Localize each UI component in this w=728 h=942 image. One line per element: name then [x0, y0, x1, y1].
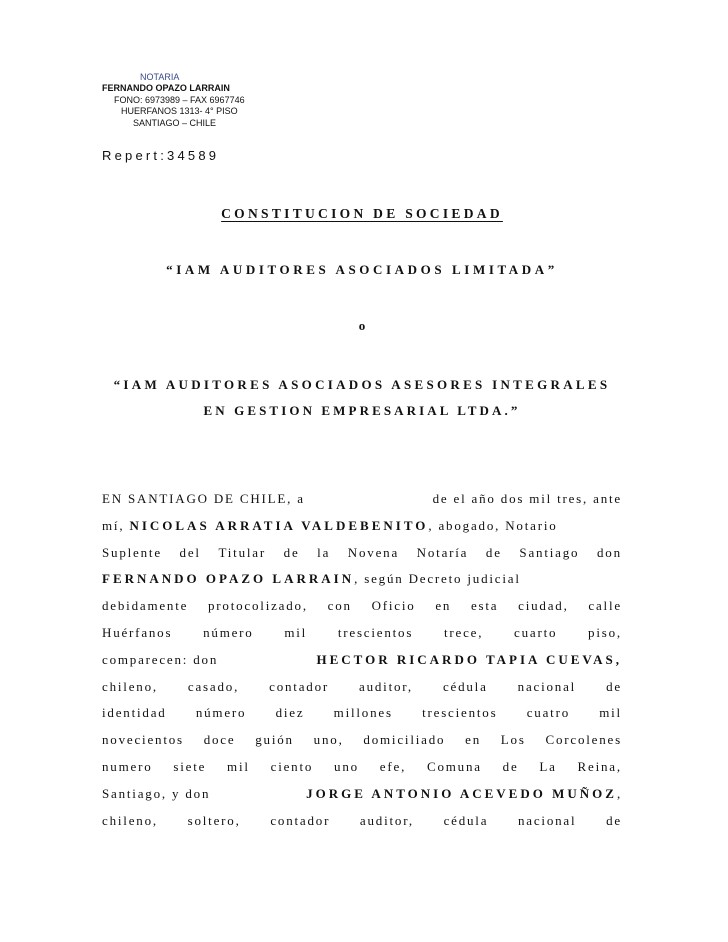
body-word: esta [470, 598, 499, 614]
body-text-segment: mí, [102, 517, 125, 533]
body-line [102, 781, 622, 808]
body-word: trescientos [337, 624, 414, 640]
body-word: mil [599, 705, 622, 721]
body-word: Huérfanos [102, 624, 173, 640]
body-word: la [317, 544, 331, 560]
body-word: Santiago [519, 544, 580, 560]
body-word: número [195, 705, 247, 721]
letterhead-address: HUERFANOS 1313- 4° PISO [121, 106, 238, 117]
company-name-primary: “IAM AUDITORES ASOCIADOS LIMITADA” [166, 262, 558, 277]
body-word: auditor, [359, 678, 413, 694]
body-word: nacional [517, 678, 577, 694]
name-conjunction: o [358, 318, 366, 333]
body-word: piso, [588, 624, 622, 640]
body-line [102, 513, 622, 540]
body-word: cuarto [514, 624, 558, 640]
party-one-name: HECTOR RICARDO TAPIA CUEVAS, [316, 651, 622, 667]
body-line [102, 727, 622, 754]
body-text-segment: de el año dos mil tres, ante [432, 491, 622, 506]
body-word: cédula [442, 678, 488, 694]
notary-titular-name: FERNANDO OPAZO LARRAIN [102, 571, 355, 587]
body-word: Corcolenes [545, 732, 622, 748]
body-text-segment: Santiago, y don [102, 785, 211, 801]
body-line [102, 754, 622, 781]
body-word: mil [284, 624, 308, 640]
body-word: uno, [313, 732, 344, 748]
body-word: Comuna [426, 758, 482, 774]
body-word: en [465, 732, 481, 748]
body-line [102, 647, 622, 674]
body-text-segment: comparecen: don [102, 651, 219, 667]
document-title [102, 206, 622, 222]
letterhead-notary-name: FERNANDO OPAZO LARRAIN [102, 83, 230, 94]
body-word: Reina, [577, 758, 622, 774]
body-text-segment [102, 513, 558, 540]
body-word: trescientos [422, 705, 498, 721]
body-word: casado, [187, 678, 240, 694]
body-line [102, 620, 622, 647]
body-word: cédula [443, 812, 489, 828]
body-line [102, 700, 622, 727]
company-name-alternate-line1: “IAM AUDITORES ASOCIADOS ASESORES INTEGRALES [113, 377, 611, 392]
letterhead-notaria: NOTARIA [140, 72, 180, 82]
body-word: contador [270, 812, 331, 828]
body-word: de [502, 758, 519, 774]
party-two-name: JORGE ANTONIO ACEVEDO MUÑOZ [306, 785, 617, 801]
body-word: de [606, 812, 622, 828]
body-word: soltero, [187, 812, 241, 828]
notary-substitute-name: NICOLAS ARRATIA VALDEBENITO [129, 517, 429, 533]
body-word: en [435, 598, 452, 614]
body-word: novecientos [102, 732, 184, 748]
body-word: Suplente [102, 544, 162, 560]
body-word: uno [334, 758, 359, 774]
body-word: cuatro [526, 705, 570, 721]
body-line [102, 593, 622, 620]
body-line [102, 486, 622, 513]
body-word: nacional [517, 812, 577, 828]
body-word: don [596, 544, 622, 560]
body-word: Los [500, 732, 526, 748]
body-line [102, 808, 622, 835]
body-text-segment: EN SANTIAGO DE CHILE, a [102, 491, 305, 506]
body-word: Novena [347, 544, 400, 560]
body-word: domiciliado [363, 732, 446, 748]
body-word: ciudad, [518, 598, 569, 614]
body-text-segment: , abogado, Notario [428, 517, 558, 533]
document-body [102, 486, 622, 834]
body-word: calle [588, 598, 622, 614]
body-line [102, 540, 622, 567]
body-word: mil [227, 758, 250, 774]
body-word: efe, [379, 758, 407, 774]
repertorio-number: Repert:34589 [102, 148, 220, 163]
body-word: debidamente [102, 598, 189, 614]
body-word: trece, [443, 624, 484, 640]
body-word: del [179, 544, 201, 560]
body-word: Notaría [416, 544, 469, 560]
body-word: La [539, 758, 557, 774]
body-text-segment [306, 781, 622, 808]
body-word: diez [275, 705, 305, 721]
document-title-text: CONSTITUCION DE SOCIEDAD [221, 206, 503, 221]
body-word: protocolizado, [207, 598, 308, 614]
body-text-segment [102, 566, 521, 593]
body-word: guión [255, 732, 294, 748]
notary-letterhead [102, 72, 245, 129]
body-text-segment: , según Decreto judicial [354, 571, 521, 587]
body-word: chileno, [102, 812, 158, 828]
letterhead-city: SANTIAGO – CHILE [133, 117, 217, 128]
body-word: de [606, 678, 622, 694]
body-word: Titular [218, 544, 267, 560]
body-word: con [327, 598, 352, 614]
body-line [102, 674, 622, 701]
body-word: numero [102, 758, 153, 774]
body-word: Oficio [371, 598, 416, 614]
body-word: millones [333, 705, 393, 721]
body-word: número [203, 624, 254, 640]
body-word: identidad [102, 705, 167, 721]
body-word: auditor, [359, 812, 414, 828]
company-name-alternate-line2: EN GESTION EMPRESARIAL LTDA.” [203, 403, 521, 418]
letterhead-phone-fax: FONO: 6973989 – FAX 6967746 [114, 94, 245, 105]
body-word: de [485, 544, 502, 560]
body-word: chileno, [102, 678, 158, 694]
body-word: siete [173, 758, 207, 774]
body-line [102, 566, 622, 593]
body-text-segment: , [616, 785, 622, 801]
body-word: ciento [270, 758, 314, 774]
body-word: de [283, 544, 300, 560]
body-word: doce [203, 732, 236, 748]
body-word: contador [269, 678, 330, 694]
